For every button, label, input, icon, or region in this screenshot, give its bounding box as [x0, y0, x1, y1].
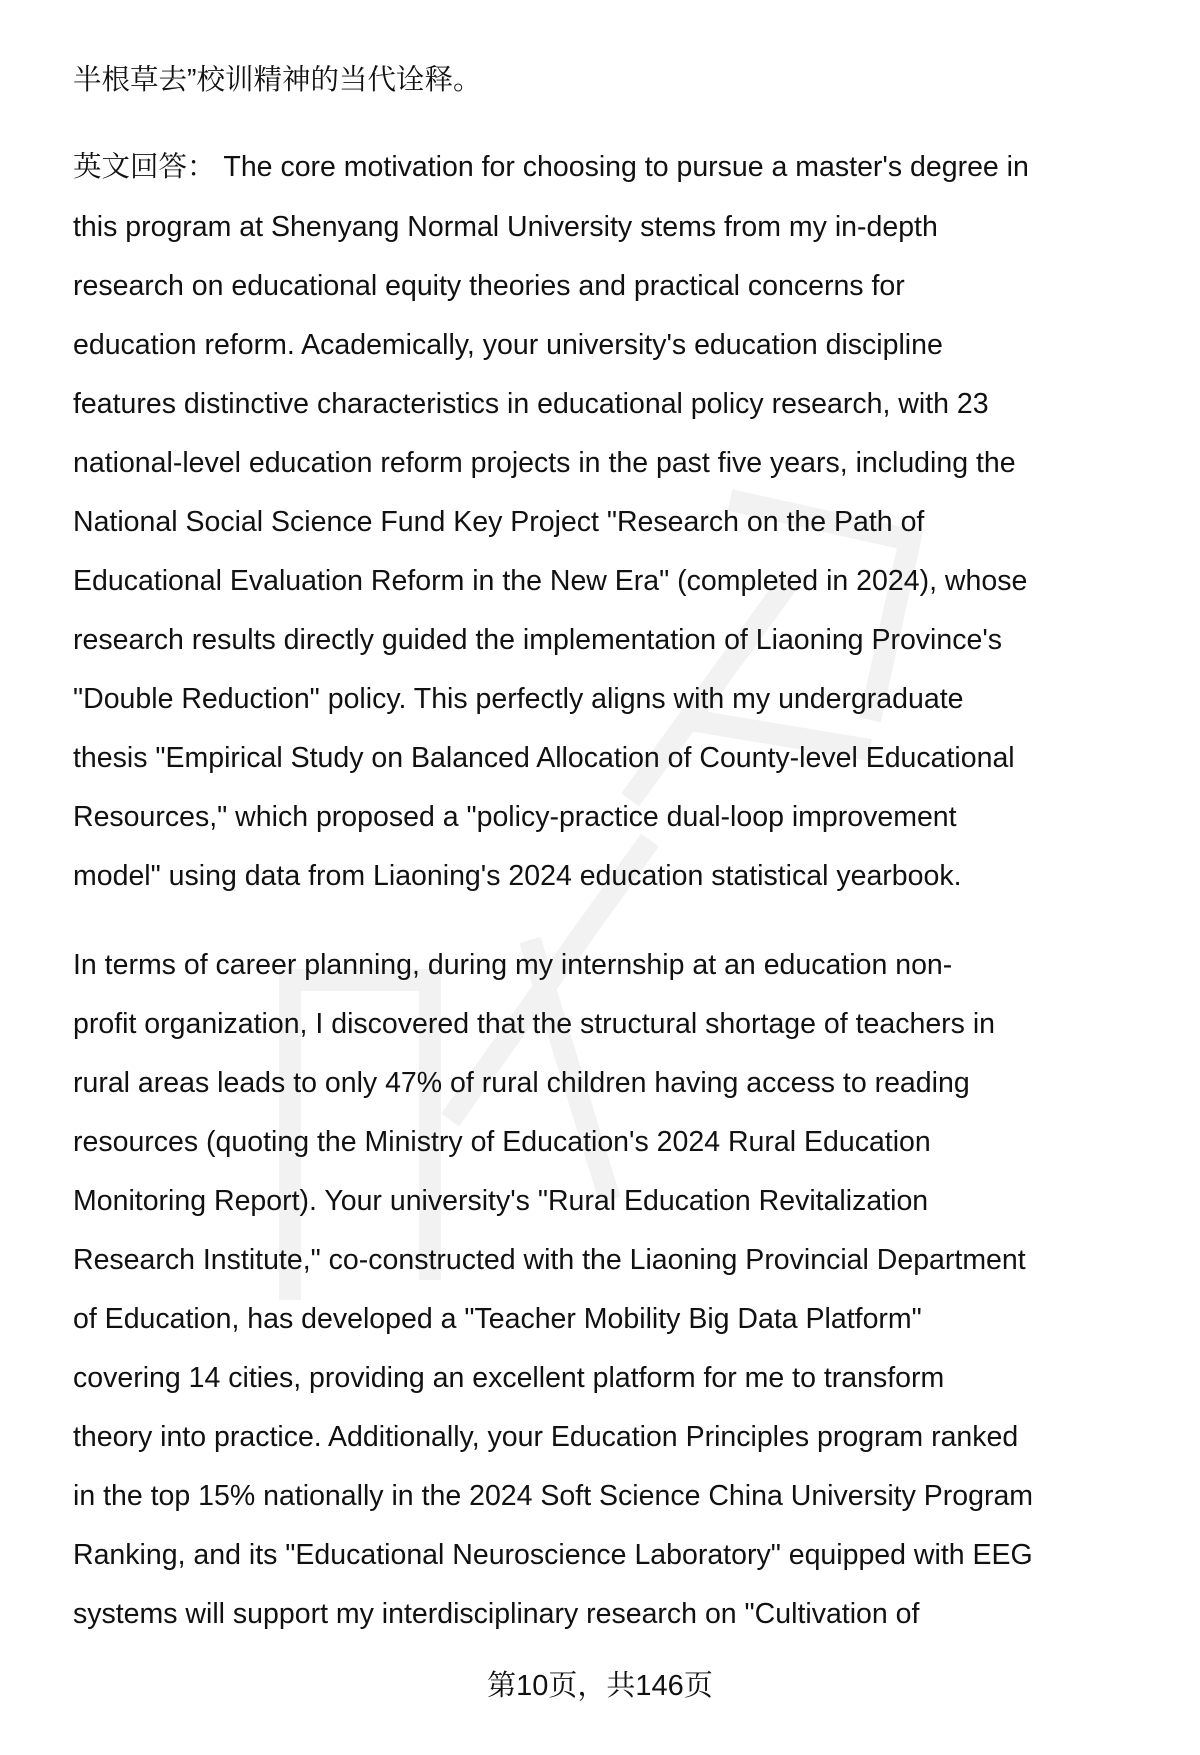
paragraph-line: "Double Reduction" policy. This perfectly aligns with my undergraduate — [73, 683, 964, 715]
paragraph-line: In terms of career planning, during my internship at an education non- — [73, 949, 953, 981]
paragraph-line: research results directly guided the implementation of Liaoning Province's — [73, 624, 1003, 656]
paragraph-line: thesis "Empirical Study on Balanced Allocation of County-level Educational — [73, 742, 1015, 774]
paragraph-line: education reform. Academically, your university's education discipline — [73, 329, 943, 361]
paragraph-line: Ranking, and its "Educational Neuroscience Laboratory" equipped with EEG — [73, 1539, 1033, 1571]
paragraph-line: Monitoring Report). Your university's "Rural Education Revitalization — [73, 1185, 929, 1217]
paragraph-line: profit organization, I discovered that the structural shortage of teachers in — [73, 1008, 996, 1040]
paragraph-line: research on educational equity theories and practical concerns for — [73, 270, 905, 302]
paragraph-line: features distinctive characteristics in educational policy research, with 23 — [73, 388, 989, 420]
paragraph-line: resources (quoting the Ministry of Education's 2024 Rural Education — [73, 1126, 931, 1158]
paragraph-line: systems will support my interdisciplinary research on "Cultivation of — [73, 1598, 920, 1630]
paragraph-line: national-level education reform projects in the past five years, including the — [73, 447, 1016, 479]
paragraph-line: Research Institute," co-constructed with the Liaoning Provincial Department — [73, 1244, 1026, 1276]
paragraph-line: rural areas leads to only 47% of rural children having access to reading — [73, 1067, 970, 1099]
paragraph-line: in the top 15% nationally in the 2024 Soft Science China University Program — [73, 1480, 1034, 1512]
paragraph-line: National Social Science Fund Key Project "Research on the Path of — [73, 506, 925, 538]
paragraph-line: covering 14 cities, providing an excellent platform for me to transform — [73, 1362, 945, 1394]
paragraph-line: Resources," which proposed a "policy-practice dual-loop improvement — [73, 801, 957, 833]
paragraph-line: 英文回答： The core motivation for choosing to pursue a master's degree in — [73, 151, 1029, 183]
paragraph-line: theory into practice. Additionally, your Education Principles program ranked — [73, 1421, 1019, 1453]
paragraph-line: Educational Evaluation Reform in the New Era" (completed in 2024), whose — [73, 565, 1028, 597]
paragraph-line: model" using data from Liaoning's 2024 education statistical yearbook. — [73, 860, 962, 892]
paragraph-line-chinese: 半根草去”校训精神的当代诠释。 — [73, 64, 482, 96]
paragraph-line: this program at Shenyang Normal University stems from my in-depth — [73, 211, 938, 243]
page-number: 第10页，共146页 — [487, 1670, 713, 1702]
paragraph-line: of Education, has developed a "Teacher Mobility Big Data Platform" — [73, 1303, 922, 1335]
